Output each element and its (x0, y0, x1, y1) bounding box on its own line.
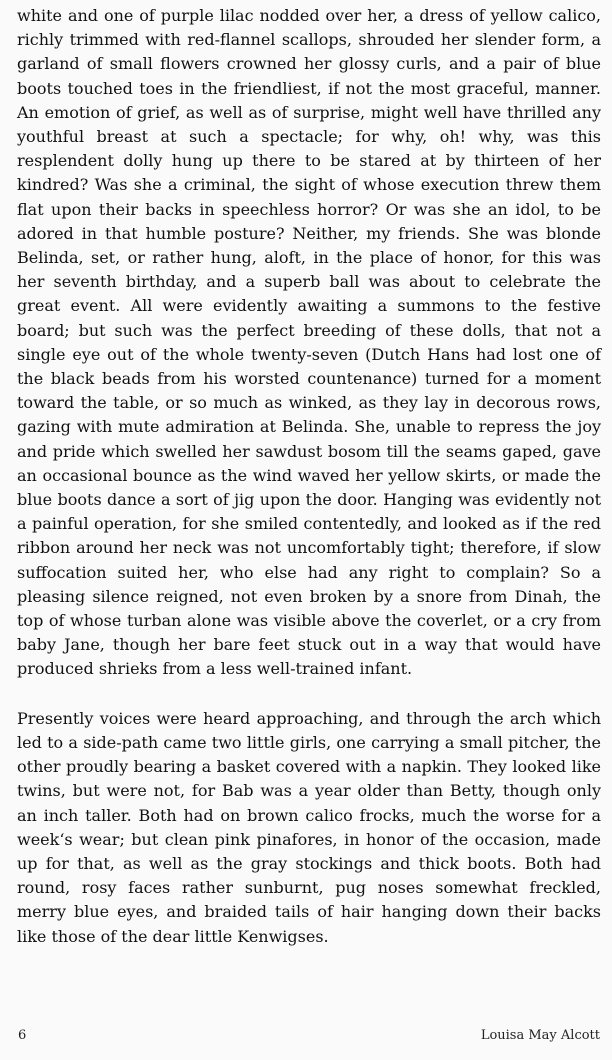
paragraph-1: white and one of purple lilac nodded over her, a dress of yellow calico, richly trimmed with red-flannel scallops, shrouded her slender form, a garland of small flowers crowned her glossy curls, and a pair of blue boots touched toes in the friendliest, if not the most graceful, manner. An emotion of grief, as well as of surprise, might well have thrilled any youthful breast at such a spectacle; for why, oh! why, was this resplendent dolly hung up there to be stared at by thirteen of her kindred? Was she a criminal, the sight of whose execution threw them flat upon their backs in speechless horror? Or was she an idol, to be adored in that humble posture? Neither, my friends. She was blonde Belinda, set, or rather hung, aloft, in the place of honor, for this was her seventh birthday, and a superb ball was about to celebrate the great event. All were evidently awaiting a summons to the festive board; but such was the perfect breeding of these dolls, that not a single eye out of the whole twenty-seven (Dutch Hans had lost one of the black beads from his worsted countenance) turned for a moment toward the table, or so much as winked, as they lay in decorous rows, gazing with mute admiration at Belinda. She, unable to repress the joy and pride which swelled her sawdust bosom till the seams gaped, gave an occasional bounce as the wind waved her yellow skirts, or made the blue boots dance a sort of jig upon the door. Hanging was evidently not a painful operation, for she smiled contentedly, and looked as if the red ribbon around her neck was not uncomfortably tight; therefore, if slow suffocation suited her, who else had any right to complain? So a pleasing silence reigned, not even broken by a snore from Dinah, the top of whose turban alone was visible above the coverlet, or a cry from baby Jane, though her bare feet stuck out in a way that would have produced shrieks from a less well-trained infant. (17, 6, 601, 679)
body-text (17, 4, 601, 949)
paragraph-2: Presently voices were heard approaching, and through the arch which led to a side-path came two little girls, one carrying a small pitcher, the other proudly bearing a basket covered with a napkin. They looked like twins, but were not, for Bab was a year older than Betty, though only an inch taller. Both had on brown calico frocks, much the worse for a week‘s wear; but clean pink pinafores, in honor of the occasion, made up for that, as well as the gray stockings and thick boots. Both had round, rosy faces rather sunburnt, pug noses somewhat freckled, merry blue eyes, and braided tails of hair hanging down their backs like those of the dear little Kenwigses. (17, 708, 601, 946)
page-footer (18, 1025, 600, 1045)
page-number: 6 (18, 1027, 27, 1043)
running-footer-author: Louisa May Alcott (480, 1027, 600, 1043)
